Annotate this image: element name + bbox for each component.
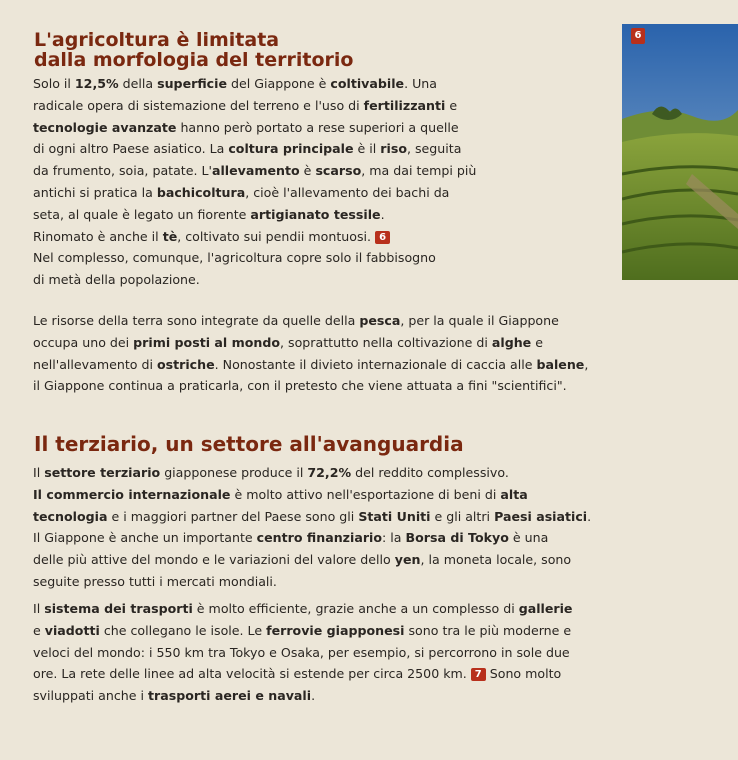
bold-term: coltivabile — [330, 76, 405, 91]
text-run: è una — [508, 530, 549, 546]
bold-term: 72,2% — [307, 465, 352, 480]
text-line — [33, 620, 572, 642]
text-line — [33, 73, 476, 95]
section2-paragraph1 — [33, 462, 591, 593]
bold-term: tè — [162, 228, 178, 244]
bold-term: trasporti aerei e navali — [148, 688, 312, 704]
bold-term: superficie — [157, 76, 227, 91]
text-run: veloci del mondo: i 550 km tra Tokyo e Osaka, per esempio, si percorrono in sole due — [33, 644, 570, 660]
text-line — [33, 549, 591, 571]
text-run: che collegano le isole. Le — [99, 622, 267, 638]
text-run: : la — [382, 530, 406, 546]
text-run: hanno però portato a rese superiori a quelle — [176, 119, 459, 135]
bold-term: fertilizzanti — [363, 97, 446, 113]
text-run: . — [311, 688, 316, 704]
bold-term: yen — [394, 552, 421, 568]
bold-term: Stati Uniti — [358, 508, 431, 524]
section1-paragraph2 — [33, 310, 588, 397]
text-run: e gli altri — [430, 508, 495, 524]
text-run: è il — [353, 141, 381, 157]
text-run: , — [584, 356, 589, 372]
text-run: e — [445, 97, 458, 113]
text-line — [33, 182, 476, 204]
bold-term: sistema dei trasporti — [44, 601, 193, 616]
text-line — [33, 204, 476, 226]
photo-number-badge: 6 — [631, 28, 645, 44]
text-line — [33, 160, 476, 182]
text-line — [33, 138, 476, 160]
text-run: antichi si pratica la — [33, 184, 157, 200]
text-line — [33, 571, 591, 593]
bold-term: coltura principale — [228, 141, 354, 157]
text-run: , coltivato sui pendii montuosi. — [177, 228, 376, 244]
text-run: delle più attive del mondo e le variazioni del valore dello — [33, 552, 395, 568]
text-run: , soprattutto nella coltivazione di — [280, 334, 492, 350]
bold-term: 12,5% — [74, 76, 119, 91]
bold-term: ostriche — [156, 356, 215, 372]
text-run: sviluppati anche i — [33, 688, 148, 704]
text-run: , ma dai tempi più — [361, 163, 477, 179]
text-run: è — [299, 163, 316, 179]
bold-term: alghe — [491, 334, 532, 350]
text-run: e — [531, 334, 543, 350]
text-line — [33, 269, 476, 291]
text-line — [33, 95, 476, 117]
bold-term: tecnologie avanzate — [33, 119, 177, 135]
text-run: è molto attivo nell'esportazione di beni di — [230, 486, 501, 502]
text-run: seta, al quale è legato un fiorente — [33, 206, 251, 222]
section2-title: Il terziario, un settore all'avanguardia — [34, 432, 464, 456]
text-run: Rinomato è anche il — [33, 228, 163, 244]
text-run: seguite presso tutti i mercati mondiali. — [33, 573, 277, 589]
tea-plantation-image — [622, 24, 738, 280]
text-run: Il — [33, 601, 45, 616]
text-run: della — [118, 76, 158, 91]
text-run: . Una — [404, 76, 437, 91]
text-run: del reddito complessivo. — [351, 465, 509, 480]
text-run: sono tra le più moderne e — [404, 622, 572, 638]
bold-term: riso — [380, 141, 407, 157]
text-run: ore. La rete delle linee ad alta velocità si estende per circa 2500 km. — [33, 666, 471, 682]
text-line — [33, 527, 591, 549]
text-line — [33, 310, 588, 332]
text-line — [33, 484, 591, 506]
bold-term: scarso — [315, 163, 362, 179]
text-run: è molto efficiente, grazie anche a un complesso di — [192, 601, 519, 616]
section2-paragraph2 — [33, 598, 572, 707]
bold-term: pesca — [359, 313, 401, 328]
bold-term: primi posti al mondo — [133, 334, 281, 350]
tea-field-photo — [622, 24, 738, 280]
bold-term: Il commercio internazionale — [33, 486, 231, 502]
text-run: , cioè l'allevamento dei bachi da — [245, 184, 450, 200]
bold-term: Borsa di Tokyo — [405, 530, 509, 546]
text-line — [33, 354, 588, 376]
figure-reference-badge: 7 — [471, 668, 486, 681]
text-line — [33, 642, 572, 664]
text-line — [33, 462, 591, 484]
text-run: Nel complesso, comunque, l'agricoltura copre solo il fabbisogno — [33, 250, 436, 266]
text-run: radicale opera di sistemazione del terreno e l'uso di — [33, 97, 364, 113]
bold-term: gallerie — [518, 601, 573, 616]
text-run: il Giappone continua a praticarla, con il pretesto che viene attuata a fini "scientifici". — [33, 378, 567, 394]
text-line — [33, 247, 476, 269]
text-run: e i maggiori partner del Paese sono gli — [107, 508, 359, 524]
text-run: . — [380, 206, 385, 222]
text-run: e — [33, 622, 45, 638]
text-run: . — [587, 508, 592, 524]
text-run: di metà della popolazione. — [33, 272, 200, 288]
bold-term: ferrovie giapponesi — [266, 622, 405, 638]
text-run: giapponese produce il — [160, 465, 308, 480]
bold-term: balene — [536, 356, 585, 372]
text-line — [33, 663, 572, 685]
bold-term: tecnologia — [33, 508, 108, 524]
text-run: di ogni altro Paese asiatico. La — [33, 141, 229, 157]
bold-term: settore terziario — [44, 465, 161, 480]
figure-reference-badge: 6 — [375, 231, 390, 244]
text-run: da frumento, soia, patate. L' — [33, 163, 212, 179]
text-line — [33, 226, 476, 248]
bold-term: alta — [500, 486, 528, 502]
section1-paragraph1 — [33, 73, 476, 291]
section1-title-line1: L'agricoltura è limitata — [34, 29, 280, 51]
text-run: occupa uno dei — [33, 334, 134, 350]
text-run: Sono molto — [485, 666, 562, 682]
text-run: del Giappone è — [226, 76, 331, 91]
text-run: Il Giappone è anche un importante — [33, 530, 257, 546]
text-line — [33, 506, 591, 528]
bold-term: Paesi asiatici — [494, 508, 588, 524]
text-line — [33, 332, 588, 354]
text-run: , per la quale il Giappone — [400, 313, 559, 328]
bold-term: artigianato tessile — [250, 206, 381, 222]
text-line — [33, 117, 476, 139]
bold-term: centro finanziario — [256, 530, 383, 546]
text-run: Solo il — [33, 76, 75, 91]
text-run: , seguita — [406, 141, 462, 157]
text-run: Il — [33, 465, 45, 480]
text-run: Le risorse della terra sono integrate da quelle della — [33, 313, 360, 328]
bold-term: bachicoltura — [156, 184, 246, 200]
text-line — [33, 685, 572, 707]
text-run: . Nonostante il divieto internazionale di caccia alle — [214, 356, 537, 372]
text-run: nell'allevamento di — [33, 356, 157, 372]
text-run: , la moneta locale, sono — [420, 552, 572, 568]
bold-term: allevamento — [211, 163, 300, 179]
text-line — [33, 375, 588, 397]
text-line — [33, 598, 572, 620]
section1-title-line2: dalla morfologia del territorio — [34, 49, 354, 71]
bold-term: viadotti — [44, 622, 100, 638]
